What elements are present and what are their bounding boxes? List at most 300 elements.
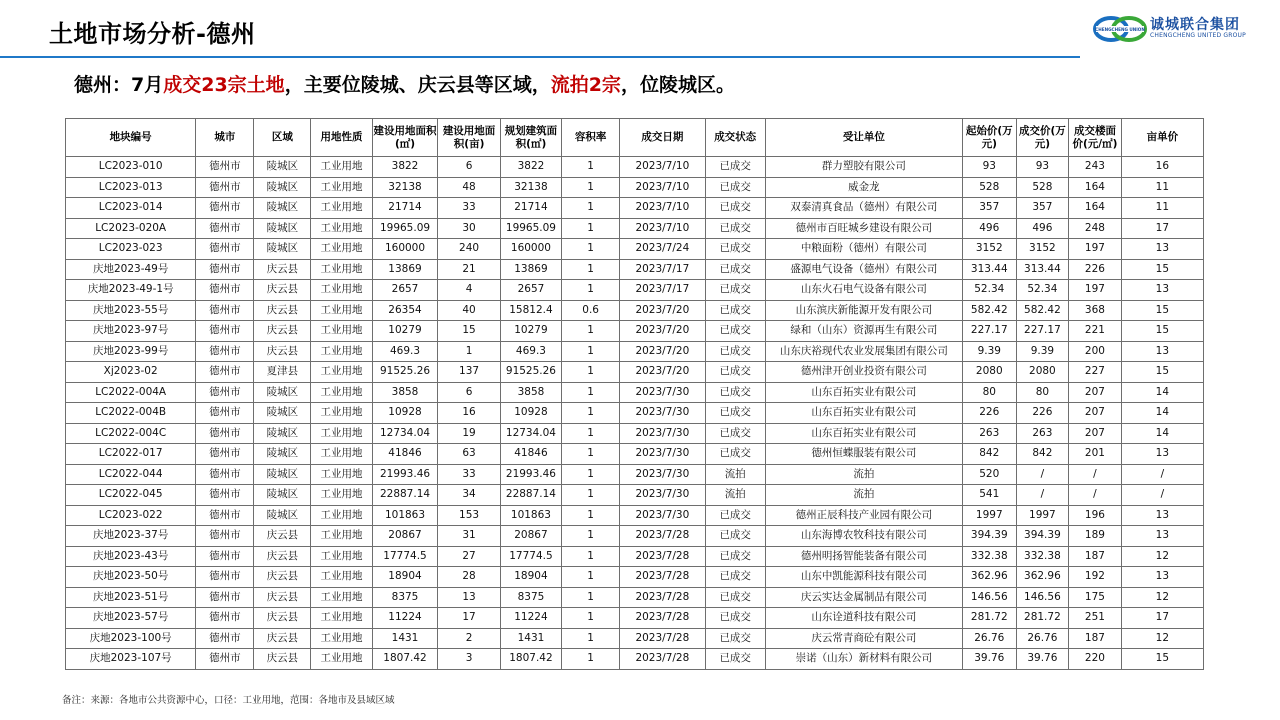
table-cell: 已成交 xyxy=(705,505,765,526)
table-cell: 187 xyxy=(1069,546,1122,567)
table-cell: 工业用地 xyxy=(311,526,372,547)
table-cell: 528 xyxy=(962,177,1016,198)
table-cell: 2023/7/10 xyxy=(620,218,705,239)
table-cell: 12734.04 xyxy=(500,423,561,444)
table-cell: 14 xyxy=(1121,423,1203,444)
table-cell: 已成交 xyxy=(705,382,765,403)
table-cell: 2023/7/30 xyxy=(620,382,705,403)
table-cell: 842 xyxy=(1016,444,1069,465)
table-cell: 工业用地 xyxy=(311,382,372,403)
table-cell: 已成交 xyxy=(705,526,765,547)
table-row xyxy=(66,403,1204,424)
table-cell: 469.3 xyxy=(500,341,561,362)
table-cell: 德州市 xyxy=(196,628,254,649)
table-cell: 工业用地 xyxy=(311,259,372,280)
table-cell: 221 xyxy=(1069,321,1122,342)
table-cell: 15 xyxy=(1121,362,1203,383)
table-cell: 庆地2023-51号 xyxy=(66,587,196,608)
table-cell: 庆地2023-107号 xyxy=(66,649,196,670)
table-cell: 12 xyxy=(1121,628,1203,649)
table-cell: 226 xyxy=(962,403,1016,424)
column-header: 成交日期 xyxy=(620,119,705,157)
table-cell: 德州市 xyxy=(196,423,254,444)
table-cell: 已成交 xyxy=(705,218,765,239)
table-cell: 流拍 xyxy=(705,464,765,485)
table-cell: 313.44 xyxy=(962,259,1016,280)
table-cell: 520 xyxy=(962,464,1016,485)
table-cell: 工业用地 xyxy=(311,239,372,260)
table-cell: 中粮面粉（德州）有限公司 xyxy=(765,239,962,260)
table-cell: 德州市 xyxy=(196,464,254,485)
footnote: 备注：来源：各地市公共资源中心，口径：工业用地，范围：各地市及县域区域 xyxy=(62,695,395,706)
table-cell: 陵城区 xyxy=(254,157,311,178)
table-cell: 9.39 xyxy=(962,341,1016,362)
table-cell: 1 xyxy=(562,587,620,608)
table-cell: 德州市 xyxy=(196,546,254,567)
table-cell: 工业用地 xyxy=(311,300,372,321)
table-cell: 32138 xyxy=(372,177,438,198)
table-cell: 1431 xyxy=(500,628,561,649)
table-cell: 庆云县 xyxy=(254,280,311,301)
table-cell: 2023/7/28 xyxy=(620,608,705,629)
table-cell: 196 xyxy=(1069,505,1122,526)
table-cell: 21993.46 xyxy=(500,464,561,485)
table-cell: 德州市 xyxy=(196,608,254,629)
table-row xyxy=(66,444,1204,465)
table-cell: 庆地2023-99号 xyxy=(66,341,196,362)
table-cell: 1 xyxy=(562,505,620,526)
table-cell: 工业用地 xyxy=(311,587,372,608)
table-cell: 52.34 xyxy=(1016,280,1069,301)
table-row xyxy=(66,485,1204,506)
table-cell: 13 xyxy=(1121,444,1203,465)
table-cell: 已成交 xyxy=(705,259,765,280)
table-cell: 281.72 xyxy=(962,608,1016,629)
table-cell: 227.17 xyxy=(962,321,1016,342)
table-cell: 1997 xyxy=(962,505,1016,526)
table-cell: 187 xyxy=(1069,628,1122,649)
table-cell: 2023/7/20 xyxy=(620,321,705,342)
table-cell: 德州津开创业投资有限公司 xyxy=(765,362,962,383)
table-cell: 226 xyxy=(1069,259,1122,280)
table-cell: 工业用地 xyxy=(311,218,372,239)
table-cell: 582.42 xyxy=(962,300,1016,321)
table-cell: 10928 xyxy=(500,403,561,424)
table-cell: 德州市 xyxy=(196,526,254,547)
table-cell: 2023/7/30 xyxy=(620,464,705,485)
table-cell: 庆地2023-43号 xyxy=(66,546,196,567)
table-cell: 332.38 xyxy=(962,546,1016,567)
table-cell: 庆云县 xyxy=(254,321,311,342)
table-row xyxy=(66,608,1204,629)
table-cell: 13 xyxy=(1121,280,1203,301)
table-cell: 10928 xyxy=(372,403,438,424)
table-cell: 已成交 xyxy=(705,362,765,383)
table-cell: 庆云县 xyxy=(254,567,311,588)
table-cell: 17 xyxy=(438,608,500,629)
table-cell: 40 xyxy=(438,300,500,321)
table-cell: 12 xyxy=(1121,587,1203,608)
table-cell: 15 xyxy=(1121,259,1203,280)
table-cell: 34 xyxy=(438,485,500,506)
table-cell: 工业用地 xyxy=(311,280,372,301)
table-cell: 13 xyxy=(1121,526,1203,547)
table-cell: 52.34 xyxy=(962,280,1016,301)
table-cell: 469.3 xyxy=(372,341,438,362)
page-title: 土地市场分析-德州 xyxy=(49,20,256,48)
column-header: 成交价(万元) xyxy=(1016,119,1069,157)
table-cell: 26.76 xyxy=(962,628,1016,649)
table-cell: 248 xyxy=(1069,218,1122,239)
table-cell: 19965.09 xyxy=(500,218,561,239)
table-cell: 山东百拓实业有限公司 xyxy=(765,403,962,424)
table-cell: 11 xyxy=(1121,177,1203,198)
table-cell: 175 xyxy=(1069,587,1122,608)
table-cell: 已成交 xyxy=(705,403,765,424)
column-header: 起始价(万元) xyxy=(962,119,1016,157)
table-cell: 39.76 xyxy=(1016,649,1069,670)
table-cell: 207 xyxy=(1069,423,1122,444)
table-cell: 山东滨庆新能源开发有限公司 xyxy=(765,300,962,321)
table-cell: 威金龙 xyxy=(765,177,962,198)
table-cell: 41846 xyxy=(372,444,438,465)
table-row xyxy=(66,423,1204,444)
table-cell: 18904 xyxy=(500,567,561,588)
table-cell: 0.6 xyxy=(562,300,620,321)
table-cell: 德州市 xyxy=(196,382,254,403)
table-cell: 101863 xyxy=(372,505,438,526)
table-cell: 2023/7/28 xyxy=(620,526,705,547)
table-cell: 庆云常青商砼有限公司 xyxy=(765,628,962,649)
table-cell: 251 xyxy=(1069,608,1122,629)
table-cell: 1 xyxy=(562,177,620,198)
table-cell: 已成交 xyxy=(705,157,765,178)
table-cell: 庆地2023-50号 xyxy=(66,567,196,588)
table-cell: 26.76 xyxy=(1016,628,1069,649)
table-cell: LC2023-010 xyxy=(66,157,196,178)
table-cell: 陵城区 xyxy=(254,464,311,485)
table-cell: 19965.09 xyxy=(372,218,438,239)
column-header: 区域 xyxy=(254,119,311,157)
title-divider xyxy=(0,56,1080,58)
table-cell: 盛源电气设备（德州）有限公司 xyxy=(765,259,962,280)
table-cell: 1 xyxy=(562,403,620,424)
table-cell: 德州市 xyxy=(196,444,254,465)
table-cell: LC2023-014 xyxy=(66,198,196,219)
table-cell: 263 xyxy=(1016,423,1069,444)
table-row xyxy=(66,259,1204,280)
table-cell: 已成交 xyxy=(705,546,765,567)
table-cell: 91525.26 xyxy=(500,362,561,383)
table-cell: 22887.14 xyxy=(372,485,438,506)
headline-part: ，位陵城区。 xyxy=(620,74,735,96)
table-cell: 2023/7/20 xyxy=(620,300,705,321)
table-cell: 庆云县 xyxy=(254,526,311,547)
table-cell: 220 xyxy=(1069,649,1122,670)
table-cell: 41846 xyxy=(500,444,561,465)
table-row xyxy=(66,198,1204,219)
table-cell: 32138 xyxy=(500,177,561,198)
table-row xyxy=(66,464,1204,485)
table-cell: 2023/7/30 xyxy=(620,505,705,526)
table-cell: 庆云县 xyxy=(254,341,311,362)
table-cell: 已成交 xyxy=(705,628,765,649)
column-header: 容积率 xyxy=(562,119,620,157)
table-cell: 2023/7/20 xyxy=(620,341,705,362)
table-cell: 1 xyxy=(562,608,620,629)
table-cell: 崇诺（山东）新材料有限公司 xyxy=(765,649,962,670)
table-cell: 9.39 xyxy=(1016,341,1069,362)
table-cell: 2023/7/30 xyxy=(620,485,705,506)
table-cell: 德州市百旺城乡建设有限公司 xyxy=(765,218,962,239)
column-header: 成交状态 xyxy=(705,119,765,157)
table-cell: 15 xyxy=(1121,300,1203,321)
table-cell: 工业用地 xyxy=(311,423,372,444)
table-cell: 德州市 xyxy=(196,280,254,301)
table-cell: LC2023-023 xyxy=(66,239,196,260)
column-header: 建设用地面积(亩) xyxy=(438,119,500,157)
logo-name-en: CHENGCHENG UNITED GROUP xyxy=(1150,32,1246,39)
table-cell: 1 xyxy=(562,198,620,219)
table-cell: 1431 xyxy=(372,628,438,649)
table-cell: 2023/7/28 xyxy=(620,587,705,608)
table-cell: 绿和（山东）资源再生有限公司 xyxy=(765,321,962,342)
table-cell: 2023/7/28 xyxy=(620,649,705,670)
table-cell: 13869 xyxy=(372,259,438,280)
table-cell: / xyxy=(1121,485,1203,506)
column-header: 规划建筑面积(㎡) xyxy=(500,119,561,157)
table-row xyxy=(66,362,1204,383)
table-cell: 11 xyxy=(1121,198,1203,219)
table-cell: 1 xyxy=(438,341,500,362)
column-header: 用地性质 xyxy=(311,119,372,157)
table-cell: 362.96 xyxy=(1016,567,1069,588)
headline-part: 德州：7月 xyxy=(74,74,164,96)
table-cell: 德州市 xyxy=(196,485,254,506)
table-cell: 2023/7/28 xyxy=(620,546,705,567)
table-row xyxy=(66,546,1204,567)
table-cell: 146.56 xyxy=(1016,587,1069,608)
table-cell: 1 xyxy=(562,382,620,403)
table-cell: 德州恒蝶服装有限公司 xyxy=(765,444,962,465)
table-cell: LC2023-020A xyxy=(66,218,196,239)
table-cell: 207 xyxy=(1069,403,1122,424)
table-cell: 15 xyxy=(1121,321,1203,342)
table-cell: 332.38 xyxy=(1016,546,1069,567)
table-cell: 庆地2023-97号 xyxy=(66,321,196,342)
table-cell: 368 xyxy=(1069,300,1122,321)
column-header: 亩单价 xyxy=(1121,119,1203,157)
table-cell: LC2022-044 xyxy=(66,464,196,485)
headline-highlight-deals: 成交23宗土地 xyxy=(163,74,285,96)
table-row xyxy=(66,300,1204,321)
table-cell: 189 xyxy=(1069,526,1122,547)
table-cell: 庆云县 xyxy=(254,546,311,567)
table-cell: 德州市 xyxy=(196,403,254,424)
table-cell: 德州市 xyxy=(196,567,254,588)
column-header: 受让单位 xyxy=(765,119,962,157)
logo-emblem-icon xyxy=(1092,14,1148,44)
table-cell: 14 xyxy=(1121,382,1203,403)
table-cell: 庆云县 xyxy=(254,259,311,280)
table-cell: 4 xyxy=(438,280,500,301)
table-cell: 160000 xyxy=(500,239,561,260)
table-cell: 德州市 xyxy=(196,259,254,280)
table-cell: LC2023-013 xyxy=(66,177,196,198)
table-cell: 3152 xyxy=(962,239,1016,260)
table-cell: 20867 xyxy=(500,526,561,547)
table-cell: LC2022-004A xyxy=(66,382,196,403)
headline-part: ，主要位陵城、庆云县等区域， xyxy=(284,74,551,96)
table-cell: 313.44 xyxy=(1016,259,1069,280)
table-cell: 双泰清真食品（德州）有限公司 xyxy=(765,198,962,219)
table-cell: 工业用地 xyxy=(311,628,372,649)
table-cell: 已成交 xyxy=(705,177,765,198)
table-cell: 357 xyxy=(962,198,1016,219)
table-cell: 1997 xyxy=(1016,505,1069,526)
table-cell: 2023/7/30 xyxy=(620,403,705,424)
table-cell: 德州正辰科技产业园有限公司 xyxy=(765,505,962,526)
table-row xyxy=(66,157,1204,178)
table-cell: 3858 xyxy=(372,382,438,403)
table-cell: 19 xyxy=(438,423,500,444)
table-cell: 192 xyxy=(1069,567,1122,588)
table-cell: 流拍 xyxy=(765,485,962,506)
table-cell: 庆云县 xyxy=(254,300,311,321)
table-cell: 394.39 xyxy=(1016,526,1069,547)
table-cell: 3822 xyxy=(500,157,561,178)
table-cell: 17 xyxy=(1121,608,1203,629)
table-cell: 1 xyxy=(562,567,620,588)
table-cell: 48 xyxy=(438,177,500,198)
table-cell: 陵城区 xyxy=(254,444,311,465)
table-cell: 362.96 xyxy=(962,567,1016,588)
table-cell: 2657 xyxy=(500,280,561,301)
table-cell: / xyxy=(1121,464,1203,485)
table-cell: 德州明扬智能装备有限公司 xyxy=(765,546,962,567)
table-cell: 陵城区 xyxy=(254,198,311,219)
table-cell: 已成交 xyxy=(705,423,765,444)
table-cell: 已成交 xyxy=(705,649,765,670)
table-cell: 13869 xyxy=(500,259,561,280)
table-cell: 工业用地 xyxy=(311,177,372,198)
table-cell: 93 xyxy=(962,157,1016,178)
table-cell: 11224 xyxy=(372,608,438,629)
table-body xyxy=(66,157,1204,670)
table-row xyxy=(66,280,1204,301)
table-cell: 3822 xyxy=(372,157,438,178)
table-cell: 工业用地 xyxy=(311,608,372,629)
table-cell: 30 xyxy=(438,218,500,239)
table-cell: 工业用地 xyxy=(311,157,372,178)
table-cell: 工业用地 xyxy=(311,198,372,219)
table-cell: 1 xyxy=(562,280,620,301)
table-cell: LC2022-004B xyxy=(66,403,196,424)
table-cell: 8375 xyxy=(500,587,561,608)
table-cell: 2023/7/10 xyxy=(620,177,705,198)
table-cell: 2023/7/10 xyxy=(620,157,705,178)
table-cell: 庆地2023-55号 xyxy=(66,300,196,321)
table-cell: 496 xyxy=(1016,218,1069,239)
table-cell: 10279 xyxy=(372,321,438,342)
land-transactions-table xyxy=(65,118,1204,670)
table-cell: 山东海博农牧科技有限公司 xyxy=(765,526,962,547)
table-cell: 6 xyxy=(438,382,500,403)
table-cell: 1 xyxy=(562,259,620,280)
table-cell: 582.42 xyxy=(1016,300,1069,321)
table-row xyxy=(66,218,1204,239)
table-cell: 3 xyxy=(438,649,500,670)
table-cell: 德州市 xyxy=(196,362,254,383)
table-cell: Xj2023-02 xyxy=(66,362,196,383)
table-cell: 1 xyxy=(562,649,620,670)
table-cell: 91525.26 xyxy=(372,362,438,383)
table-cell: 1 xyxy=(562,464,620,485)
table-cell: 工业用地 xyxy=(311,546,372,567)
table-cell: 陵城区 xyxy=(254,177,311,198)
table-cell: 工业用地 xyxy=(311,485,372,506)
table-cell: 12734.04 xyxy=(372,423,438,444)
table-cell: LC2022-004C xyxy=(66,423,196,444)
table-cell: 201 xyxy=(1069,444,1122,465)
table-cell: 已成交 xyxy=(705,587,765,608)
table-cell: 山东百拓实业有限公司 xyxy=(765,382,962,403)
table-cell: 22887.14 xyxy=(500,485,561,506)
table-cell: 226 xyxy=(1016,403,1069,424)
table-cell: 15 xyxy=(438,321,500,342)
table-cell: / xyxy=(1069,464,1122,485)
table-cell: 德州市 xyxy=(196,587,254,608)
table-cell: 227.17 xyxy=(1016,321,1069,342)
table-cell: 12 xyxy=(1121,546,1203,567)
table-row xyxy=(66,526,1204,547)
table-cell: 陵城区 xyxy=(254,218,311,239)
table-cell: 6 xyxy=(438,157,500,178)
table-cell: 10279 xyxy=(500,321,561,342)
table-cell: 2023/7/28 xyxy=(620,567,705,588)
table-cell: 德州市 xyxy=(196,649,254,670)
table-row xyxy=(66,505,1204,526)
table-cell: 21714 xyxy=(500,198,561,219)
table-cell: 357 xyxy=(1016,198,1069,219)
table-cell: 已成交 xyxy=(705,300,765,321)
table-cell: 496 xyxy=(962,218,1016,239)
table-cell: 工业用地 xyxy=(311,321,372,342)
table-cell: 3858 xyxy=(500,382,561,403)
table-cell: 工业用地 xyxy=(311,403,372,424)
table-cell: 2023/7/17 xyxy=(620,280,705,301)
table-cell: 2023/7/28 xyxy=(620,628,705,649)
table-cell: 39.76 xyxy=(962,649,1016,670)
table-cell: 山东庆裕现代农业发展集团有限公司 xyxy=(765,341,962,362)
table-cell: 陵城区 xyxy=(254,403,311,424)
table-cell: 13 xyxy=(1121,567,1203,588)
table-cell: 流拍 xyxy=(705,485,765,506)
table-cell: 80 xyxy=(962,382,1016,403)
table-cell: 德州市 xyxy=(196,198,254,219)
table-cell: 2 xyxy=(438,628,500,649)
table-cell: 已成交 xyxy=(705,444,765,465)
table-cell: 842 xyxy=(962,444,1016,465)
table-cell: 1 xyxy=(562,526,620,547)
table-row xyxy=(66,628,1204,649)
table-cell: 工业用地 xyxy=(311,444,372,465)
summary-headline xyxy=(74,70,735,97)
table-cell: 164 xyxy=(1069,198,1122,219)
table-cell: LC2023-022 xyxy=(66,505,196,526)
table-row xyxy=(66,649,1204,670)
table-cell: 17 xyxy=(1121,218,1203,239)
